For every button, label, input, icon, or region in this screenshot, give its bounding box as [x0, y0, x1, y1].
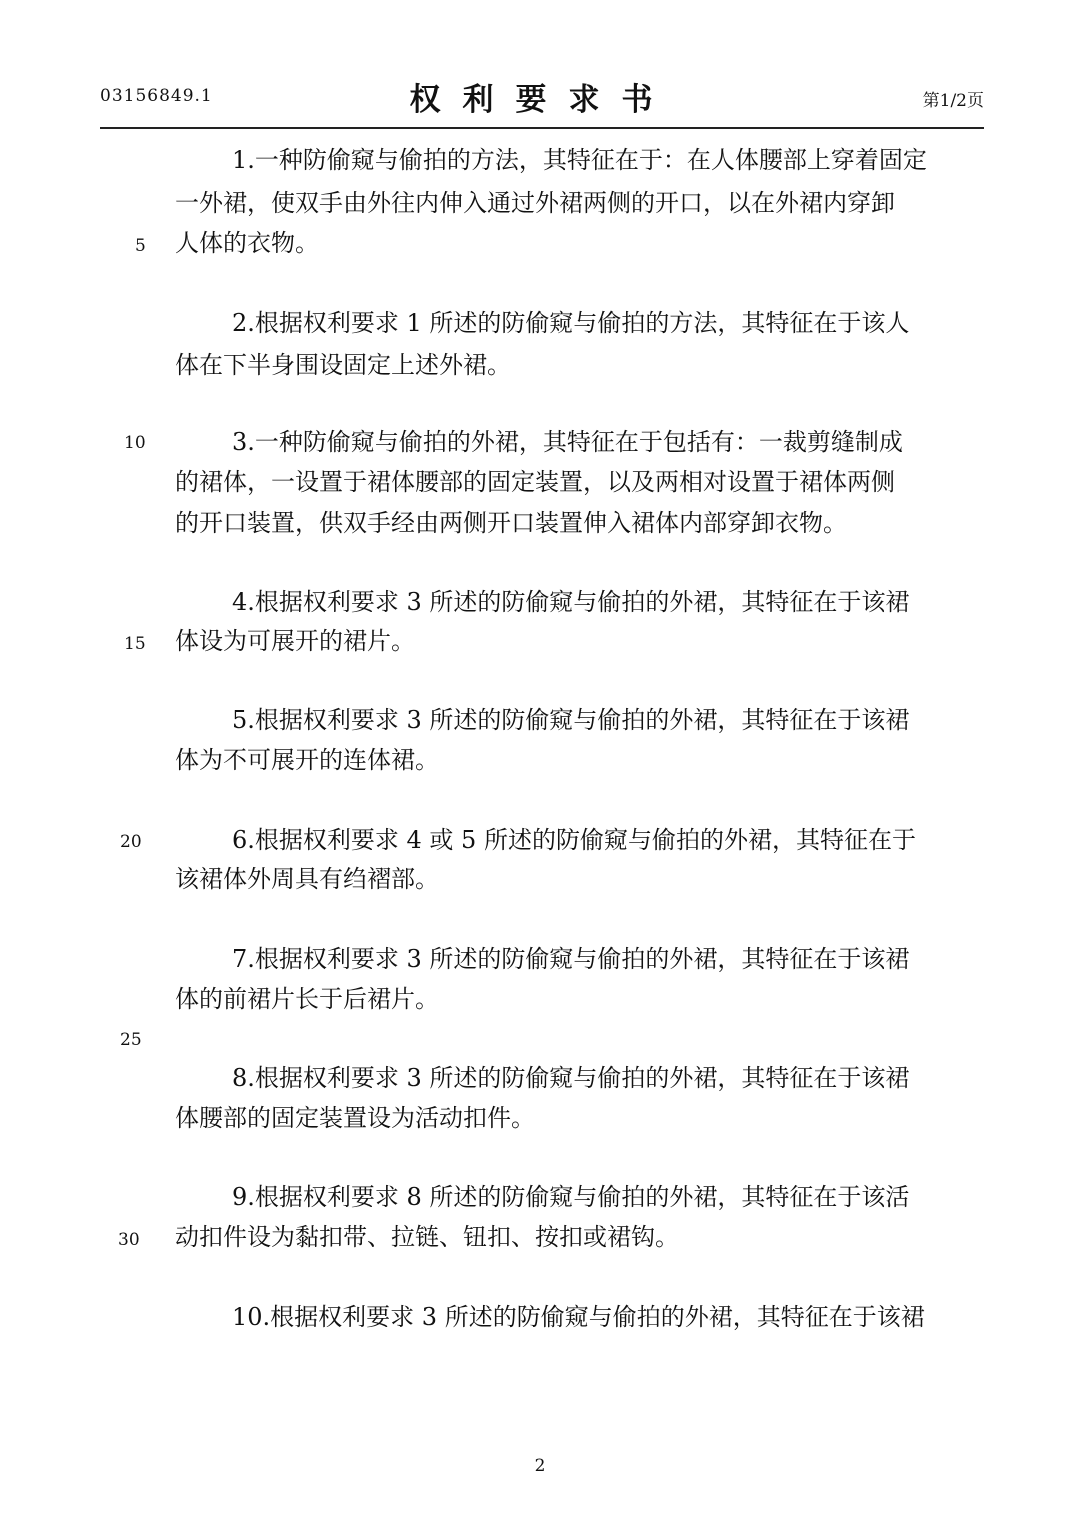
claim-text-line: 6.根据权利要求 4 或 5 所述的防偷窥与偷拍的外裙，其特征在于	[232, 826, 916, 854]
claim-text-line: 2.根据权利要求 1 所述的防偷窥与偷拍的方法，其特征在于该人	[232, 309, 910, 337]
claim-text-line: 4.根据权利要求 3 所述的防偷窥与偷拍的外裙，其特征在于该裙	[232, 588, 910, 616]
claim-text-line: 10.根据权利要求 3 所述的防偷窥与偷拍的外裙，其特征在于该裙	[232, 1303, 925, 1331]
claim-text-line: 一外裙，使双手由外往内伸入通过外裙两侧的开口，以在外裙内穿卸	[175, 189, 895, 217]
claim-text-line: 体在下半身围设固定上述外裙。	[175, 351, 511, 379]
page-header	[100, 72, 984, 128]
claim-text-line: 8.根据权利要求 3 所述的防偷窥与偷拍的外裙，其特征在于该裙	[232, 1064, 910, 1092]
line-number: 10	[124, 433, 146, 453]
page-number: 2	[534, 1456, 546, 1476]
line-number: 25	[120, 1030, 142, 1050]
claim-text-line: 体的前裙片长于后裙片。	[175, 985, 439, 1013]
line-number: 20	[120, 832, 142, 852]
line-number: 5	[135, 236, 146, 256]
document-title: 权利要求书	[409, 82, 675, 118]
claim-text-line: 1.一种防偷窥与偷拍的方法，其特征在于：在人体腰部上穿着固定	[232, 146, 927, 174]
claim-text-line: 体腰部的固定装置设为活动扣件。	[175, 1104, 535, 1132]
line-number: 30	[118, 1230, 140, 1250]
claim-text-line: 的开口装置，供双手经由两侧开口装置伸入裙体内部穿卸衣物。	[175, 509, 847, 537]
claim-text-line: 3.一种防偷窥与偷拍的外裙，其特征在于包括有：一裁剪缝制成	[232, 428, 903, 456]
claim-text-line: 体为不可展开的连体裙。	[175, 746, 439, 774]
claim-text-line: 该裙体外周具有绉褶部。	[175, 865, 439, 893]
page-indicator: 第1/2页	[922, 91, 984, 111]
claim-text-line: 9.根据权利要求 8 所述的防偷窥与偷拍的外裙，其特征在于该活	[232, 1183, 910, 1211]
claim-text-line: 的裙体，一设置于裙体腰部的固定装置，以及两相对设置于裙体两侧	[175, 468, 895, 496]
claim-text-line: 人体的衣物。	[175, 229, 319, 257]
claim-text-line: 动扣件设为黏扣带、拉链、钮扣、按扣或裙钩。	[175, 1223, 679, 1251]
claim-text-line: 7.根据权利要求 3 所述的防偷窥与偷拍的外裙，其特征在于该裙	[232, 945, 910, 973]
line-number: 15	[124, 634, 146, 654]
claim-text-line: 5.根据权利要求 3 所述的防偷窥与偷拍的外裙，其特征在于该裙	[232, 706, 910, 734]
claim-text-line: 体设为可展开的裙片。	[175, 627, 415, 655]
application-number: 03156849.1	[100, 86, 213, 106]
header-divider	[100, 127, 984, 129]
